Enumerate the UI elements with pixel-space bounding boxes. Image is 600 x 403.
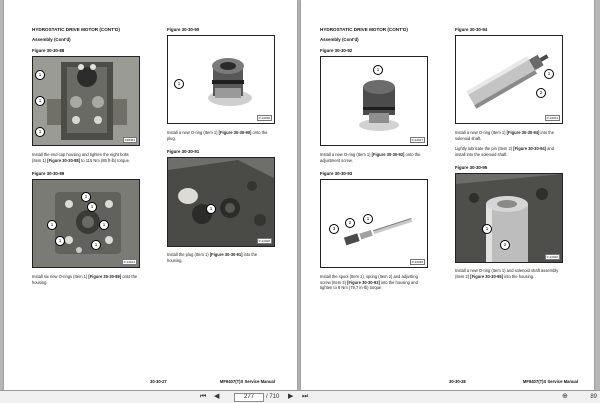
figure-94-text-1: Install a new O-ring (Item 1) [Figure 30-30-94] into the solenoid shaft. <box>455 130 554 141</box>
figure-93-text: Install the spool (Item 1), spring (Item 2) and adjusting screw (Item 3) [Figure 30-30-93] into the housing and tighten to 9 Nm (79,7 in-lb) torque. <box>320 274 418 291</box>
figure-88-callout-1: 1 <box>35 127 45 137</box>
figure-91-title: Figure 30-30-91 <box>167 149 200 154</box>
figure-90-image <box>168 36 274 123</box>
prev-page-icon[interactable]: ◀ <box>214 393 220 400</box>
figure-93-title: Figure 30-30-93 <box>320 171 353 176</box>
figure-94-photo <box>455 35 563 124</box>
figure-95-title: Figure 30-30-95 <box>455 165 488 170</box>
figure-90-title: Figure 30-30-90 <box>167 27 200 32</box>
figure-95-text: Install a new O-ring (Item 1) and solenoid shaft assembly (Item 2) [Figure 30-30-95] into the housing. <box>455 268 559 279</box>
figure-91-photo <box>167 157 275 247</box>
figure-92-text: Install a new O-ring (Item 1) [Figure 30-30-92] onto the adjustment screw. <box>320 152 421 163</box>
last-page-icon[interactable]: ⏭ <box>302 393 309 400</box>
figure-88-code: S38464 <box>124 138 135 142</box>
figure-90-text: Install a new O-ring (Item 1) [Figure 30-30-90] onto the plug. <box>167 130 268 141</box>
total-pages: / 710 <box>266 394 280 400</box>
figure-92-title: Figure 30-30-92 <box>320 48 353 53</box>
figure-94-text-2: Lightly lubricate the pin (Item 2) [Figure 30-30-94] and install into the solenoid shaft. <box>455 146 554 157</box>
figure-88-callout-1: 1 <box>35 96 45 106</box>
figure-95-callout-1: 1 <box>482 224 492 234</box>
next-page-icon[interactable]: ▶ <box>288 393 294 400</box>
figure-92-photo <box>320 56 428 146</box>
figure-95-callout-2: 2 <box>500 240 510 250</box>
figure-93-callout-3: 3 <box>329 224 339 234</box>
figure-95-code: P-22040 <box>546 255 558 259</box>
footer-page-number: 30-30-27 <box>150 379 167 384</box>
figure-89-code: P-22044 <box>123 260 135 264</box>
figure-88-image <box>33 57 139 145</box>
figure-89-title: Figure 30-30-89 <box>32 171 65 176</box>
figure-94-callout-2: 2 <box>536 88 546 98</box>
figure-89-callout-1: 1 <box>87 202 97 212</box>
figure-90-callout-1: 1 <box>174 79 184 89</box>
zoom-icon[interactable]: ⊕ <box>562 393 568 400</box>
page-heading: HYDROSTATIC DRIVE MOTOR (CONT'D) <box>320 27 408 32</box>
figure-88-title: Figure 30-30-88 <box>32 48 65 53</box>
figure-95-photo <box>455 173 563 263</box>
figure-88-photo <box>32 56 140 146</box>
page-number-input[interactable] <box>234 393 264 402</box>
figure-95-image <box>456 174 562 262</box>
page-subheading: Assembly (Cont'd) <box>32 37 71 42</box>
figure-88-callout-1: 1 <box>35 70 45 80</box>
figure-89-callout-1: 1 <box>47 220 57 230</box>
footer-page-number: 30-30-28 <box>449 379 466 384</box>
figure-88-text: Install the end cap housing and tighten the eight bolts (Item 1) [Figure 30-30-88] to 115 Nm (85 ft-lb) torque. <box>32 152 130 163</box>
figure-92-callout-1: 1 <box>373 65 383 75</box>
zoom-level: 89 <box>590 394 597 400</box>
left-page <box>4 0 297 390</box>
figure-93-callout-1: 1 <box>363 214 373 224</box>
figure-91-image <box>168 158 274 246</box>
figure-91-callout-1: 1 <box>206 204 216 214</box>
figure-94-image <box>456 36 562 123</box>
figure-94-callout-1: 1 <box>544 69 554 79</box>
figure-92-code: P-22027 <box>411 138 423 142</box>
figure-89-callout-1: 1 <box>91 240 101 250</box>
figure-94-code: P-22024 <box>546 116 558 120</box>
figure-93-callout-2: 2 <box>345 218 355 228</box>
figure-89-text: Install six new O-rings (Item 1) [Figure 30-30-89] onto the housing. <box>32 274 138 285</box>
figure-93-photo <box>320 179 428 268</box>
figure-94-title: Figure 30-30-94 <box>455 27 488 32</box>
page-heading: HYDROSTATIC DRIVE MOTOR (CONT'D) <box>32 27 120 32</box>
footer-manual-title: MF9407(T)S Service Manual <box>522 379 578 384</box>
figure-93-image <box>321 180 427 267</box>
figure-89-callout-1: 1 <box>55 236 65 246</box>
figure-90-photo <box>167 35 275 124</box>
first-page-icon[interactable]: ⏮ <box>200 393 207 400</box>
figure-91-text: Install the plug (Item 1) [Figure 30-30-91] into the housing. <box>167 252 258 263</box>
figure-89-photo <box>32 179 140 268</box>
figure-91-code: P-22028 <box>258 239 270 243</box>
figure-89-callout-1: 1 <box>81 192 91 202</box>
footer-manual-title: MF9407(T)S Service Manual <box>219 379 275 384</box>
right-page <box>301 0 594 390</box>
figure-90-code: P-22030 <box>258 116 270 120</box>
viewer-toolbar <box>0 390 600 403</box>
figure-93-code: P-22026 <box>411 260 423 264</box>
page-subheading: Assembly (Cont'd) <box>320 37 359 42</box>
figure-89-callout-1: 1 <box>99 220 109 230</box>
